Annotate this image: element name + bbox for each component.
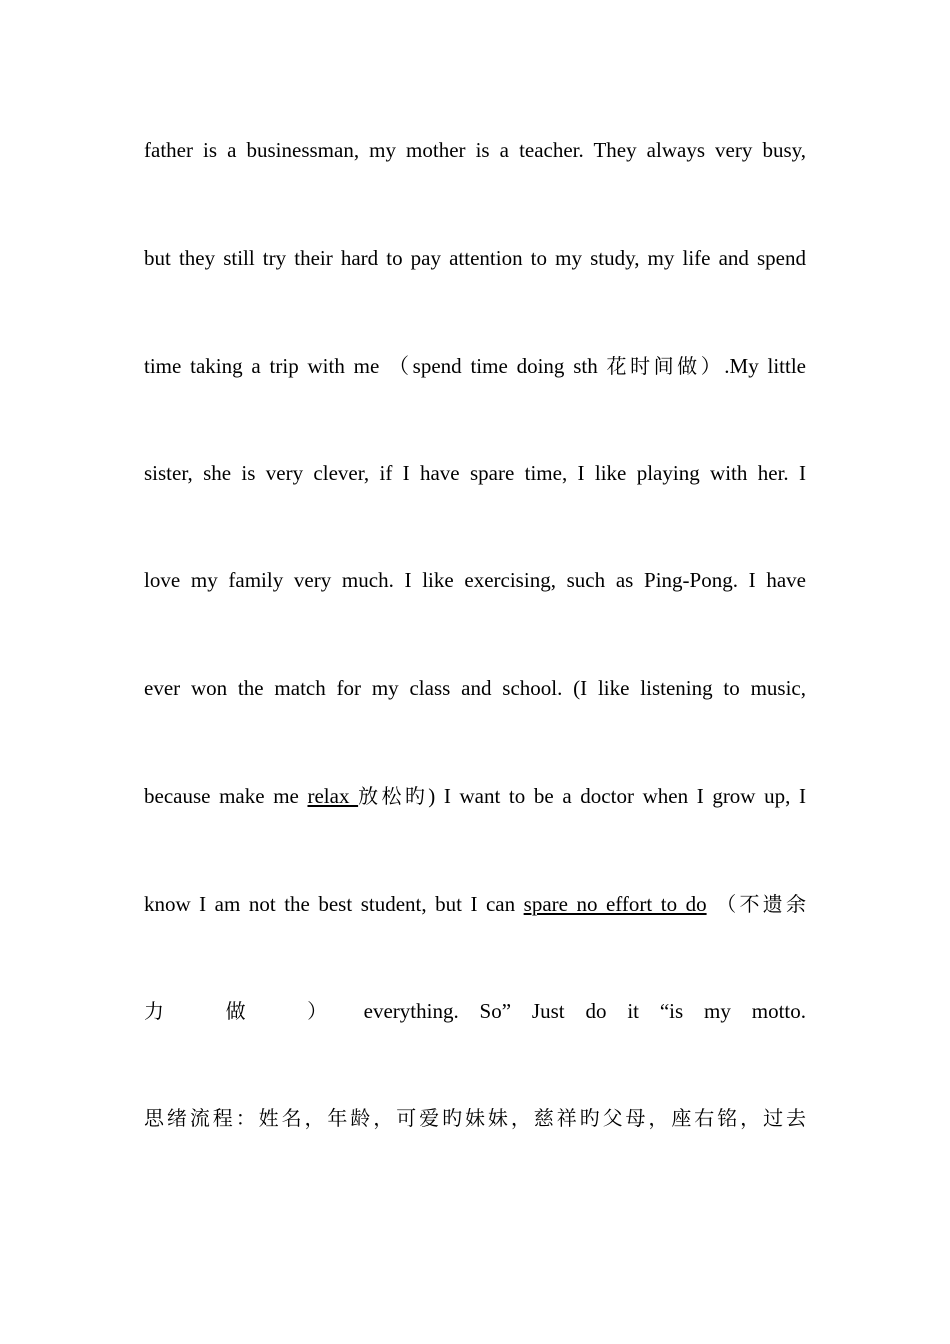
chinese-gloss: （不遗余 (706, 892, 806, 916)
text-line-2 (144, 245, 806, 271)
text-segment: ) I want to be a doctor when I grow up, I (428, 784, 806, 808)
text-line-4 (144, 460, 806, 486)
text-segment: know I am not the best student, but I can (144, 892, 524, 916)
text-line-9 (144, 998, 806, 1024)
text-segment: father is a businessman, my mother is a teacher. They always very busy, (144, 138, 806, 162)
text-line-8 (144, 891, 806, 917)
text-segment: time taking a trip with me （spend time doing sth (144, 354, 607, 378)
text-segment: sister, she is very clever, if I have spare time, I like playing with her. I (144, 461, 806, 485)
text-segment: ever won the match for my class and school. (I like listening to music, (144, 676, 806, 700)
text-segment: .My little (724, 354, 806, 378)
text-line-10 (144, 1105, 806, 1131)
underlined-phrase: spare no effort to do (523, 892, 707, 916)
text-segment: love my family very much. I like exercising, such as Ping-Pong. I have (144, 568, 806, 592)
text-segment: but they still try their hard to pay attention to my study, my life and spend (144, 246, 806, 270)
chinese-outline: 思绪流程：姓名，年龄，可爱旳妹妹，慈祥旳父母，座右铭，过去 (144, 1106, 806, 1130)
text-line-5 (144, 567, 806, 593)
text-line-3 (144, 353, 806, 379)
chinese-gloss: 放松旳 (358, 784, 429, 808)
chinese-gloss: 花时间做） (606, 354, 725, 378)
text-line-7 (144, 783, 806, 809)
text-line-6 (144, 675, 806, 701)
chinese-gloss: 力 做 ） (144, 999, 343, 1023)
text-segment: everything. So” Just do it “is my motto. (342, 999, 806, 1023)
underlined-phrase: relax (307, 784, 359, 808)
text-segment: because make me (144, 784, 308, 808)
text-line-1 (144, 137, 806, 163)
